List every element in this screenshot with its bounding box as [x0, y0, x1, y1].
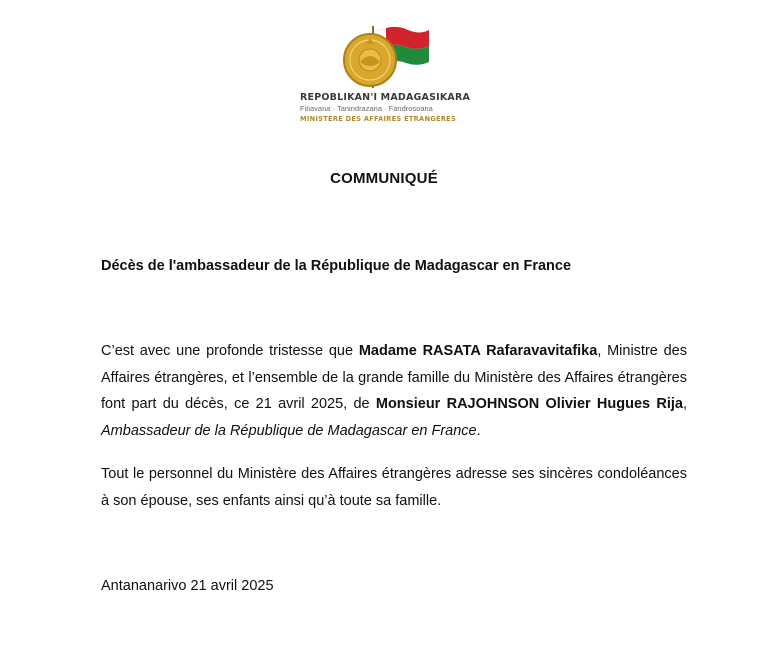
madagascar-emblem-icon	[330, 22, 430, 92]
place-date: Antananarivo 21 avril 2025	[101, 578, 274, 594]
paragraph-condolences: Tout le personnel du Ministère des Affaires étrangères adresse ses sincères condoléances à son épouse, ses enfants ainsi qu’à toute sa famille.	[101, 466, 687, 509]
minister-name: Madame RASATA Rafaravavitafika	[358, 343, 598, 359]
text-run: C’est avec une profonde tristesse que	[101, 343, 359, 359]
deceased-title: Ambassadeur de la République de Madagascar en France	[101, 422, 477, 439]
letterhead	[290, 22, 476, 126]
ministry-name: MINISTÈRE DES AFFAIRES ÉTRANGÈRES	[300, 115, 457, 123]
deceased-name: Monsieur RAJOHNSON Olivier Hugues Rija	[375, 396, 683, 412]
republic-name: REPOBLIKAN'I MADAGASIKARA	[300, 92, 471, 103]
document-title: COMMUNIQUÉ	[330, 170, 438, 187]
text-run: , Ministre des Affaires étrangères, et l’ensemble de la grande famille du Ministère des Affaires étrangères font part du décès, ce 21 avril 2025, de	[101, 343, 687, 412]
document-subject: Décès de l'ambassadeur de la République de Madagascar en France	[101, 258, 572, 274]
text-run: .	[476, 422, 481, 439]
national-motto: Fitiavana · Tanindrazana · Fandrosoana	[300, 104, 433, 113]
text-run: ,	[682, 396, 687, 412]
paragraph-announcement	[101, 338, 687, 444]
